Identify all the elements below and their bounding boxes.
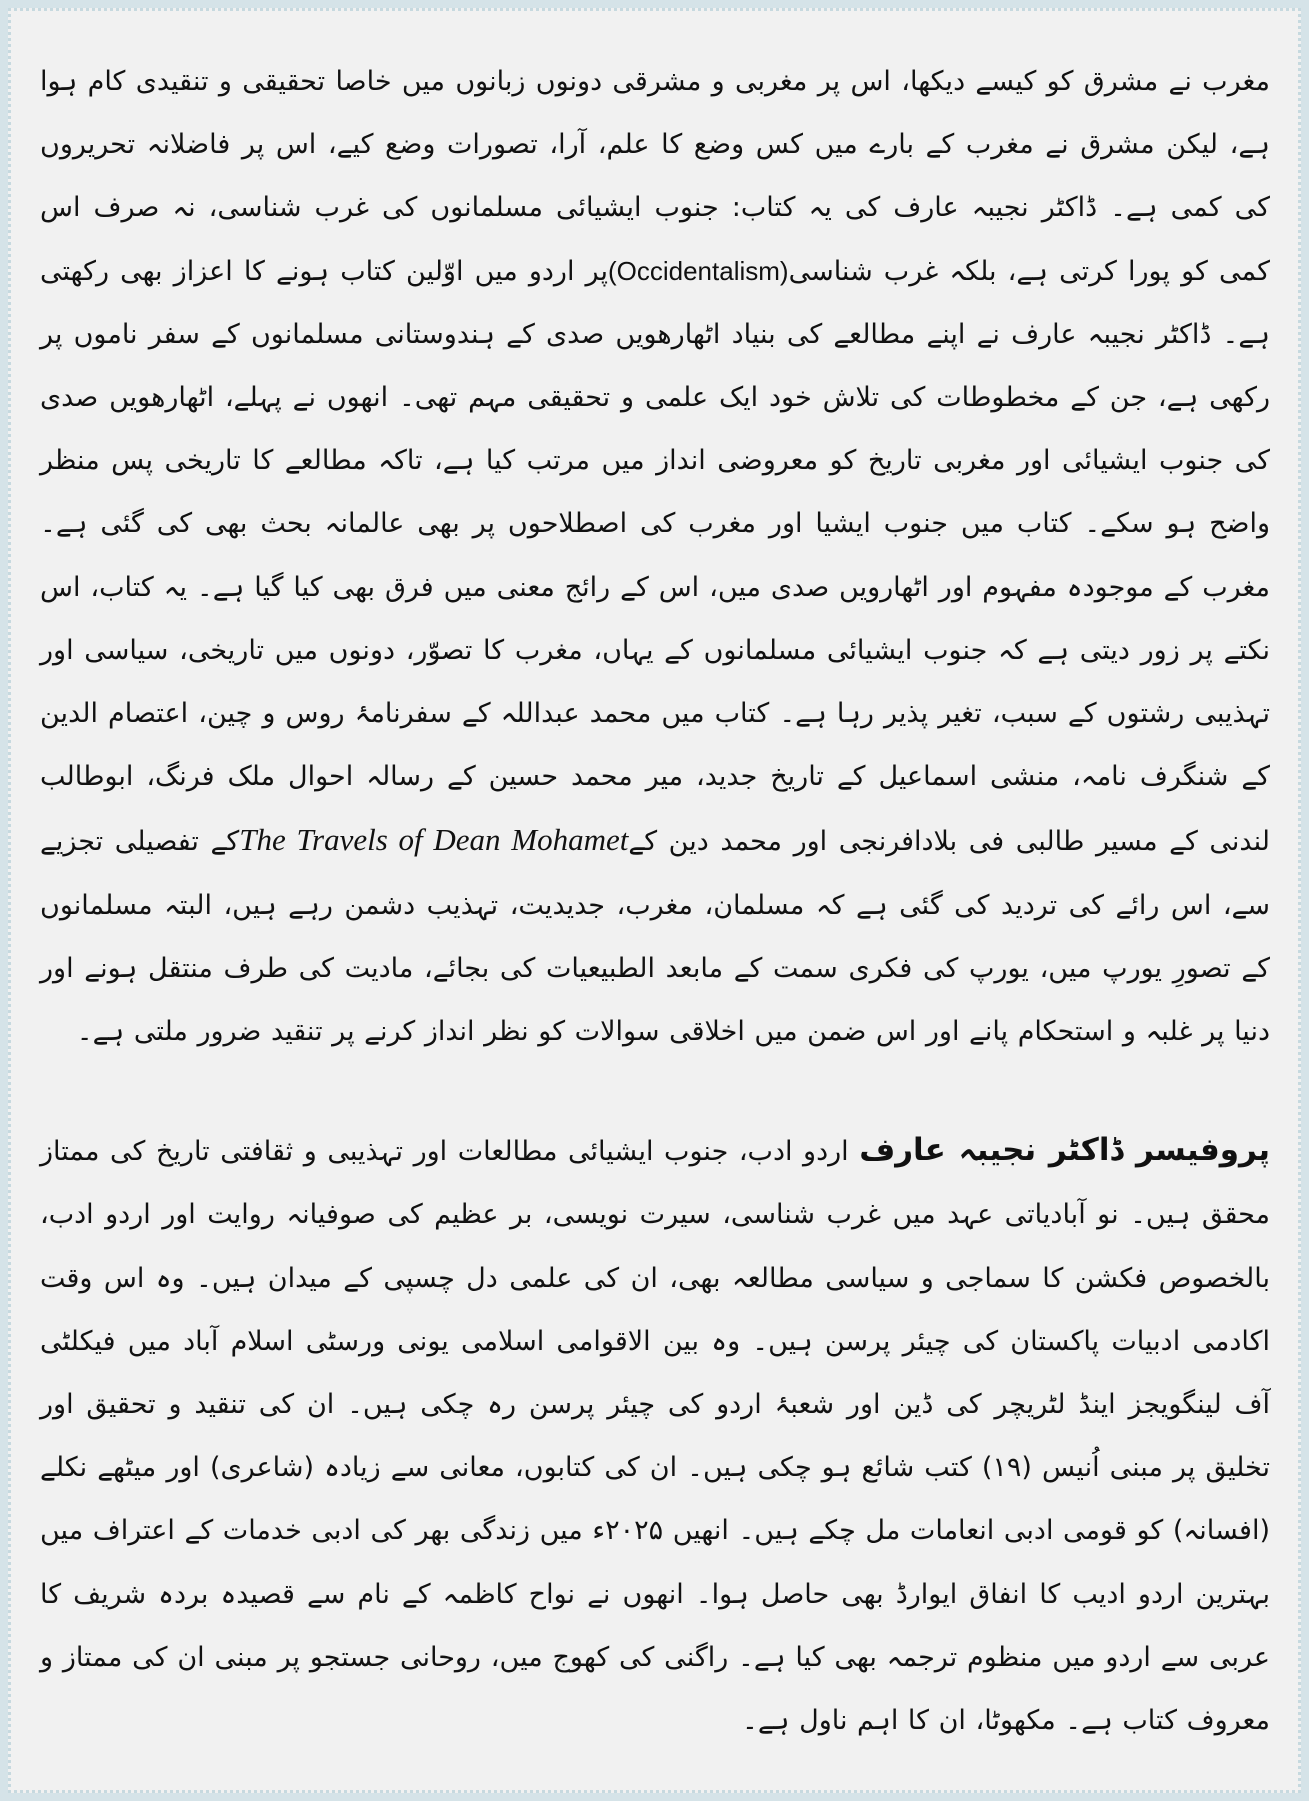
author-name: پروفیسر ڈاکٹر نجیبہ عارف (859, 1132, 1270, 1169)
occidentalism-term: (Occidentalism) (607, 255, 789, 286)
description-text-part-2: پر اردو میں اوّلین کتاب ہونے کا اعزاز بھی رکھتی ہے۔ ڈاکٹر نجیبہ عارف نے اپنے مطالعے کی بنیاد اٹھارھویں صدی کے ہندوستانی مسلمانوں کے سفر ناموں پر رکھی ہے، جن کے مخطوطات کی تلاش خود ایک علمی و تحقیقی مہم تھی۔ انھوں نے پہلے، اٹھارھویں صدی کی جنوب ایشیائی اور مغربی تاریخ کو معروضی انداز میں مرتب کیا ہے، تاکہ مطالعے کا تاریخی پس منظر واضح ہو سکے۔ کتاب میں جنوب ایشیا اور مغرب کی اصطلاحوں پر بھی عالمانہ بحث بھی کی گئی ہے۔ مغرب کے موجودہ مفہوم اور اٹھارویں صدی میں، اس کے رائج معنی میں فرق بھی کیا گیا ہے۔ یہ کتاب، اس نکتے پر زور دیتی ہے کہ جنوب ایشیائی مسلمانوں کے یہاں، مغرب کا تصوّر، دونوں میں تاریخی، سیاسی اور تہذیبی رشتوں کے سبب، تغیر پذیر رہا ہے۔ کتاب میں محمد عبداللہ کے سفرنامۂ روس و چین، اعتصام الدین کے شنگرف نامہ، منشی اسماعیل کے تاریخ جدید، میر محمد حسین کے رسالہ احوال ملک فرنگ، ابوطالب لندنی کے مسیر طالبی فی بلادافرنجی اور محمد دین کے (40, 255, 1270, 858)
description-text-part-1: مغرب نے مشرق کو کیسے دیکھا، اس پر مغربی و مشرقی دونوں زبانوں میں خاصا تحقیقی و تنقیدی کام ہوا ہے، لیکن مشرق نے مغرب کے بارے میں کس وضع کا علم، آرا، تصورات وضع کیے، اس پر فاضلانہ تحریروں کی کمی ہے۔ ڈاکٹر نجیبہ عارف کی یہ کتاب: جنوب ایشیائی مسلمانوں کی غرب شناسی، نہ صرف اس کمی کو پورا کرتی ہے، بلکہ غرب شناسی (40, 66, 1270, 287)
description-text-part-3: کے تفصیلی تجزیے سے، اس رائے کی تردید کی گئی ہے کہ مسلمان، مغرب، جدیدیت، تہذیب دشمن رہے ہیں، البتہ مسلمانوں کے تصورِ یورپ میں، یورپ کی فکری سمت کے مابعد الطبیعیات کی بجائے، مادیت کی طرف منتقل ہونے اور دنیا پر غلبہ و استحکام پانے اور اس ضمن میں اخلاقی سوالات کو نظر انداز کرنے پر تنقید ضرور ملتی ہے۔ (40, 826, 1270, 1048)
author-bio-text: اردو ادب، جنوب ایشیائی مطالعات اور تہذیبی و ثقافتی تاریخ کی ممتاز محقق ہیں۔ نو آبادیاتی عہد میں غرب شناسی، سیرت نویسی، بر عظیم کی صوفیانہ روایت اور اردو ادب، بالخصوص فکشن کا سماجی و سیاسی مطالعہ بھی، ان کی علمی دل چسپی کے میدان ہیں۔ وہ اس وقت اکادمی ادبیات پاکستان کی چیئر پرسن ہیں۔ وہ بین الاقوامی اسلامی یونی ورسٹی اسلام آباد میں فیکلٹی آف لینگویجز اینڈ لٹریچر کی ڈین اور شعبۂ اردو کی چیئر پرسن رہ چکی ہیں۔ ان کی تنقید و تحقیق اور تخلیق پر مبنی اُنیس (۱۹) کتب شائع ہو چکی ہیں۔ ان کی کتابوں، معانی سے زیادہ (شاعری) اور میٹھے نکلے (افسانہ) کو قومی ادبی انعامات مل چکے ہیں۔ انھیں ۲۰۲۵ء میں زندگی بھر کی ادبی خدمات کے اعتراف میں بہترین اردو ادیب کا انفاق ایوارڈ بھی حاصل ہوا۔ انھوں نے نواح کاظمہ کے نام سے قصیدہ بردہ شریف کا عربی سے اردو میں منظوم ترجمہ بھی کیا ہے۔ راگنی کی کھوج میں، روحانی جستجو پر مبنی ان کی ممتاز و معروف کتاب ہے۔ مکھوٹا، ان کا اہم ناول ہے۔ (40, 1136, 1271, 1737)
author-bio-paragraph (40, 1119, 1270, 1752)
book-description-paragraph (40, 50, 1270, 1063)
travels-book-title: The Travels of Dean Mohamet (239, 822, 629, 858)
book-jacket-text (40, 40, 1270, 1760)
